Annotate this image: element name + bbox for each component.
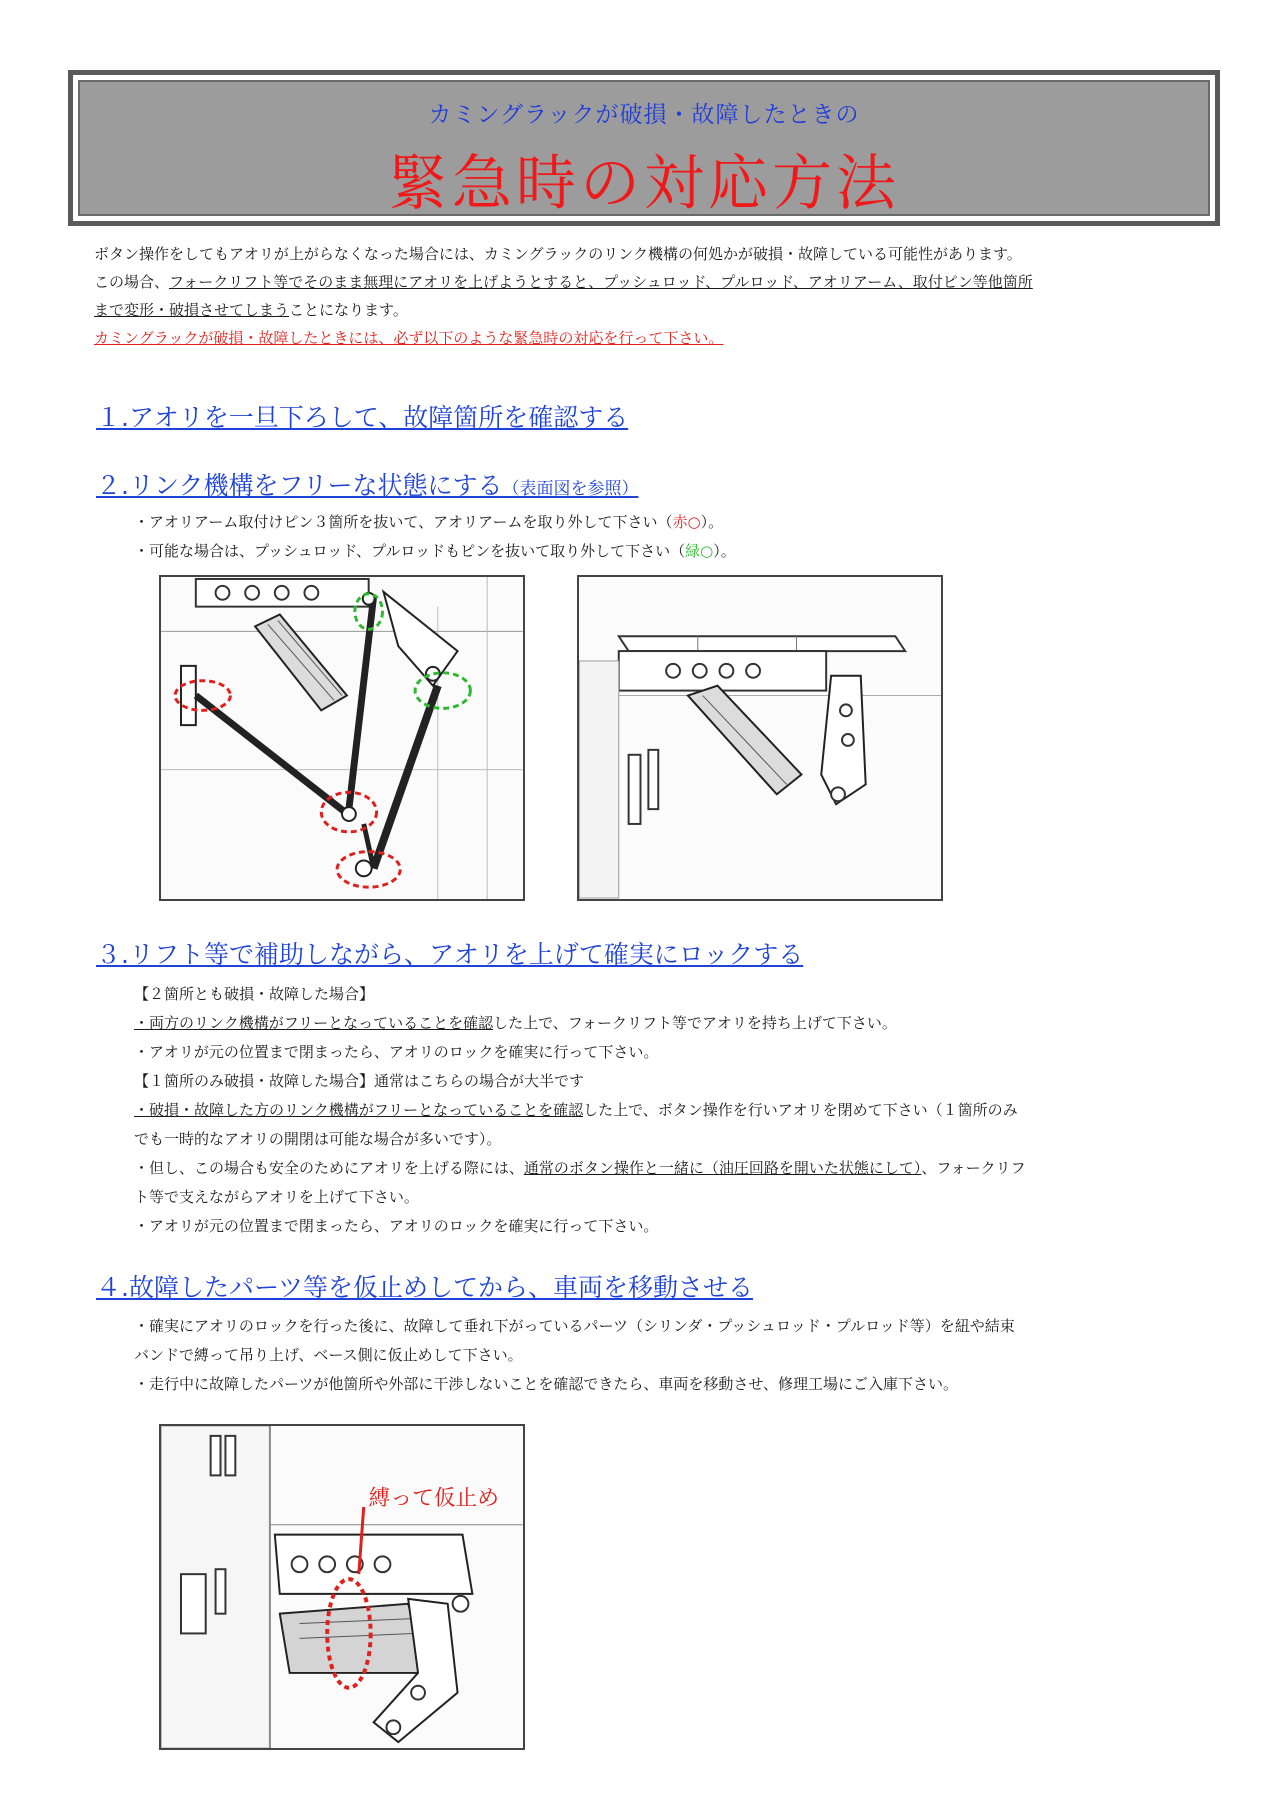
intro-line-1: ボタン操作をしてもアオリが上がらなくなった場合には、カミングラックのリンク機構の何処かが破損・故障している可能性があります。 — [94, 245, 1022, 263]
intro-line-3-underlined: まで変形・破損させてしまう — [94, 301, 290, 319]
section-1-heading: １.アオリを一旦下ろして、故障箇所を確認する — [96, 403, 629, 432]
intro-line-3 — [94, 296, 1204, 324]
case-2-bullet-2-cont: ト等で支えながらアオリを上げて下さい。 — [134, 1188, 419, 1206]
intro-paragraph — [94, 240, 1204, 352]
section-2-bullet-2 — [134, 537, 736, 566]
section-4-bullet-2: ・走行中に故障したパーツが他箇所や外部に干渉しないことを確認できたら、車両を移動させ、修理工場にご入庫下さい。 — [134, 1375, 958, 1393]
tied-parts-drawing — [161, 1426, 523, 1748]
title-box — [68, 70, 1220, 226]
section-2-ref: （表面図を参照） — [502, 479, 639, 499]
green-circle-mark: 緑○ — [685, 542, 714, 560]
intro-line-3-post: ことになります。 — [289, 301, 408, 319]
figure-locked-rack — [577, 575, 943, 901]
section-4-bullet-1: ・確実にアオリのロックを行った後に、故障して垂れ下がっているパーツ（シリンダ・プッシュロッド・プルロッド等）を紐や結束 — [134, 1317, 1015, 1335]
underlined-text: ・破損・故障した方のリンク機構がフリーとなっていることを確認 — [134, 1101, 584, 1119]
section-4-heading: ４.故障したパーツ等を仮止めしてから、車両を移動させる — [96, 1273, 753, 1302]
case-2-heading: 【１箇所のみ破損・故障した場合】通常はこちらの場合が大半です — [134, 1072, 585, 1090]
section-2-body — [134, 508, 736, 566]
section-4-body — [134, 1312, 1214, 1399]
red-circle-mark: 赤○ — [672, 513, 701, 531]
intro-line-2-pre: この場合、 — [94, 273, 170, 291]
bullet-text: した上で、ボタン操作を行いアオリを閉めて下さい（１箇所のみ — [583, 1101, 1018, 1119]
figure-tied-parts — [159, 1424, 525, 1750]
page-title: 緊急時の対応方法 — [388, 149, 900, 219]
page-subtitle: カミングラックが破損・故障したときの — [428, 102, 860, 128]
section-3-body — [134, 980, 1214, 1241]
figure-linkage-diagram — [159, 575, 525, 901]
bullet-text-end: ）。 — [700, 513, 724, 531]
case-2-bullet-2 — [134, 1154, 1214, 1183]
case-2-bullet-1-cont: でも一時的なアオリの開閉は可能な場合が多いです）。 — [134, 1130, 502, 1148]
title-box-inner — [78, 80, 1210, 219]
section-2-heading — [96, 466, 638, 502]
bullet-text-end: 、フォークリフ — [921, 1159, 1026, 1177]
case-1-heading: 【２箇所とも破損・故障した場合】 — [134, 985, 375, 1003]
linkage-drawing — [161, 577, 523, 899]
bullet-text: ・但し、この場合も安全のためにアオリを上げる際には、 — [134, 1159, 524, 1177]
bullet-text: ・可能な場合は、プッシュロッド、プルロッドもピンを抜いて取り外して下さい（ — [134, 542, 686, 560]
green-dashed-circle — [415, 673, 470, 709]
underlined-text: 通常のボタン操作と一緒に（油圧回路を開いた状態にして） — [523, 1159, 922, 1177]
intro-warning: カミングラックが破損・故障したときには、必ず以下のような緊急時の対応を行って下さい。 — [94, 329, 724, 347]
section-4-bullet-1-cont: バンドで縛って吊り上げ、ベース側に仮止めして下さい。 — [134, 1346, 523, 1364]
intro-line-2-underlined: フォークリフト等でそのまま無理にアオリを上げようとすると、プッシュロッド、プルロッド、アオリアーム、取付ピン等他箇所 — [169, 273, 1033, 291]
section-3-heading: ３.リフト等で補助しながら、アオリを上げて確実にロックする — [96, 940, 804, 969]
bullet-text: した上で、フォークリフト等でアオリを持ち上げて下さい。 — [493, 1014, 897, 1032]
case-1-bullet-1 — [134, 1009, 1214, 1038]
case-1-bullet-2: ・アオリが元の位置まで閉まったら、アオリのロックを確実に行って下さい。 — [134, 1043, 659, 1061]
intro-line-2 — [94, 268, 1204, 296]
case-2-bullet-1 — [134, 1096, 1214, 1125]
underlined-text: ・両方のリンク機構がフリーとなっていることを確認 — [134, 1014, 494, 1032]
callout-label: 縛って仮止め — [368, 1485, 499, 1511]
locked-rack-drawing — [579, 577, 941, 899]
section-2-title: ２.リンク機構をフリーな状態にする — [96, 471, 503, 500]
case-2-bullet-3: ・アオリが元の位置まで閉まったら、アオリのロックを確実に行って下さい。 — [134, 1217, 659, 1235]
bullet-text-end: ）。 — [713, 542, 736, 560]
bullet-text: ・アオリアーム取付けピン３箇所を抜いて、アオリアームを取り外して下さい（ — [134, 513, 673, 531]
section-2-bullet-1 — [134, 508, 736, 537]
